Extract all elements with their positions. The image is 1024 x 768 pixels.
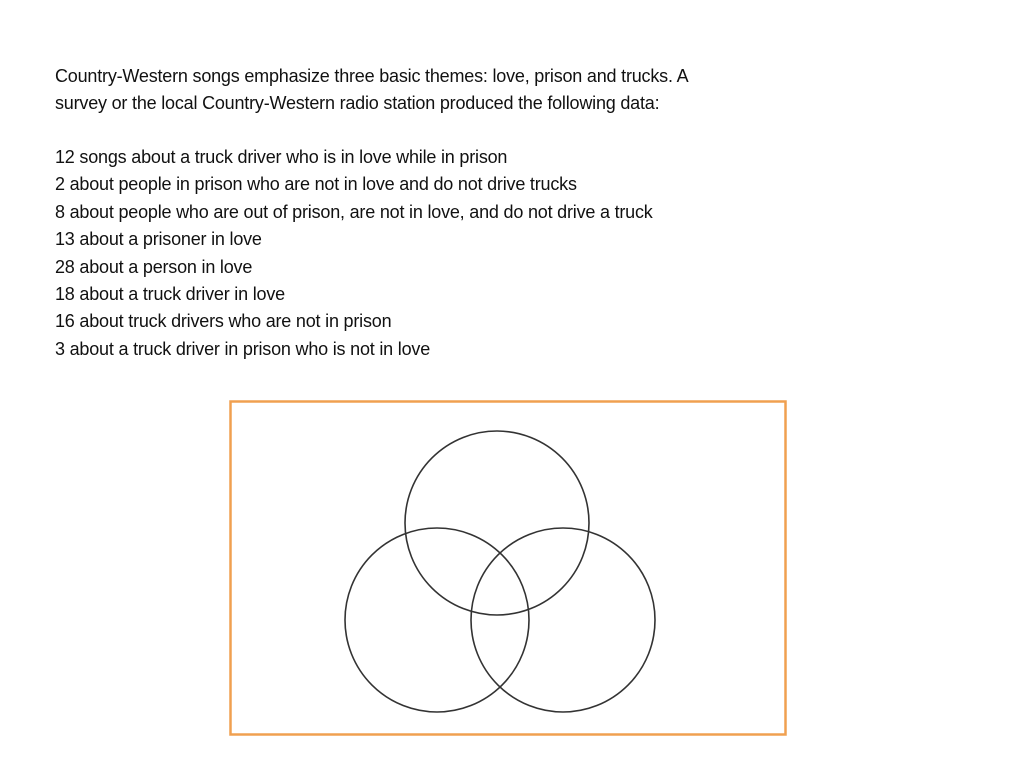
survey-data-item: 16 about truck drivers who are not in prison bbox=[55, 311, 392, 332]
venn-circle-top bbox=[405, 431, 589, 615]
survey-data-item: 18 about a truck driver in love bbox=[55, 284, 285, 305]
problem-intro bbox=[55, 63, 955, 117]
venn-diagram bbox=[229, 400, 787, 736]
survey-data-item: 28 about a person in love bbox=[55, 256, 253, 277]
survey-data-item: 12 songs about a truck driver who is in love while in prison bbox=[55, 147, 508, 167]
venn-circle-right bbox=[471, 528, 655, 712]
universal-set-frame bbox=[231, 402, 786, 735]
survey-data-item: 13 about a prisoner in love bbox=[55, 229, 262, 250]
intro-line-1: Country-Western songs emphasize three basic themes: love, prison and trucks. A bbox=[55, 66, 689, 86]
survey-data-item: 8 about people who are out of prison, are not in love, and do not drive a truck bbox=[55, 201, 653, 222]
venn-circle-left bbox=[345, 528, 529, 712]
venn-diagram-svg bbox=[229, 400, 787, 736]
survey-data-item: 2 about people in prison who are not in love and do not drive trucks bbox=[55, 174, 577, 195]
survey-data-list bbox=[55, 144, 955, 363]
survey-data-item: 3 about a truck driver in prison who is not in love bbox=[55, 338, 430, 359]
intro-line-2: survey or the local Country-Western radio station produced the following data: bbox=[55, 93, 660, 113]
